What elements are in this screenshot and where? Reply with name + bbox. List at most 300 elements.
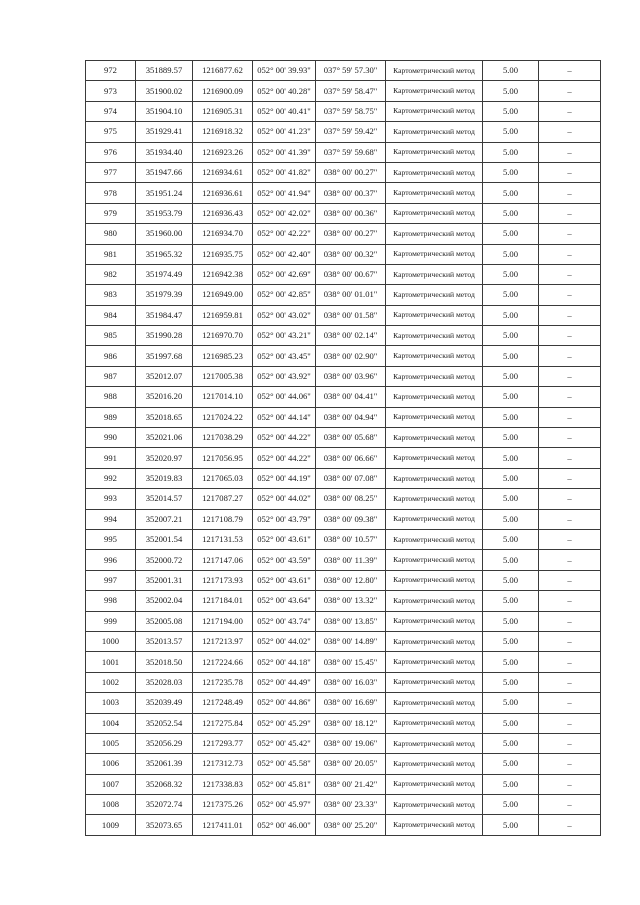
point-number-cell: 999 [86, 611, 136, 631]
longitude-cell: 037° 59' 59.68" [316, 142, 386, 162]
note-cell: – [539, 81, 601, 101]
latitude-cell: 052° 00' 41.23" [253, 122, 316, 142]
table-row [86, 529, 601, 549]
latitude-cell: 052° 00' 44.14" [253, 407, 316, 427]
method-cell: Картометрический метод [386, 591, 483, 611]
point-number-cell: 1000 [86, 631, 136, 651]
note-cell: – [539, 509, 601, 529]
point-number-cell: 1008 [86, 795, 136, 815]
y-coordinate-cell: 1216985.23 [193, 346, 253, 366]
table-row [86, 815, 601, 835]
latitude-cell: 052° 00' 42.69" [253, 264, 316, 284]
accuracy-cell: 5.00 [483, 448, 539, 468]
point-number-cell: 1001 [86, 652, 136, 672]
y-coordinate-cell: 1217065.03 [193, 468, 253, 488]
accuracy-cell: 5.00 [483, 366, 539, 386]
accuracy-cell: 5.00 [483, 591, 539, 611]
longitude-cell: 038° 00' 07.08" [316, 468, 386, 488]
point-number-cell: 983 [86, 285, 136, 305]
accuracy-cell: 5.00 [483, 672, 539, 692]
y-coordinate-cell: 1217173.93 [193, 570, 253, 590]
method-cell: Картометрический метод [386, 570, 483, 590]
x-coordinate-cell: 352001.54 [136, 529, 193, 549]
y-coordinate-cell: 1216923.26 [193, 142, 253, 162]
y-coordinate-cell: 1216905.31 [193, 101, 253, 121]
accuracy-cell: 5.00 [483, 468, 539, 488]
longitude-cell: 038° 00' 04.94" [316, 407, 386, 427]
longitude-cell: 038° 00' 11.39" [316, 550, 386, 570]
table-row [86, 428, 601, 448]
method-cell: Картометрический метод [386, 407, 483, 427]
table-row [86, 366, 601, 386]
point-number-cell: 993 [86, 489, 136, 509]
x-coordinate-cell: 352072.74 [136, 795, 193, 815]
y-coordinate-cell: 1217056.95 [193, 448, 253, 468]
method-cell: Картометрический метод [386, 611, 483, 631]
longitude-cell: 038° 00' 02.90" [316, 346, 386, 366]
x-coordinate-cell: 352052.54 [136, 713, 193, 733]
table-row [86, 591, 601, 611]
note-cell: – [539, 550, 601, 570]
table-row [86, 142, 601, 162]
point-number-cell: 986 [86, 346, 136, 366]
accuracy-cell: 5.00 [483, 326, 539, 346]
table-row [86, 101, 601, 121]
longitude-cell: 038° 00' 18.12" [316, 713, 386, 733]
accuracy-cell: 5.00 [483, 183, 539, 203]
latitude-cell: 052° 00' 39.93" [253, 61, 316, 81]
x-coordinate-cell: 351997.68 [136, 346, 193, 366]
point-number-cell: 1006 [86, 754, 136, 774]
method-cell: Картометрический метод [386, 448, 483, 468]
latitude-cell: 052° 00' 44.22" [253, 428, 316, 448]
longitude-cell: 038° 00' 00.37" [316, 183, 386, 203]
latitude-cell: 052° 00' 43.61" [253, 529, 316, 549]
latitude-cell: 052° 00' 41.94" [253, 183, 316, 203]
y-coordinate-cell: 1217213.97 [193, 631, 253, 651]
x-coordinate-cell: 351929.41 [136, 122, 193, 142]
method-cell: Картометрический метод [386, 529, 483, 549]
accuracy-cell: 5.00 [483, 509, 539, 529]
y-coordinate-cell: 1217338.83 [193, 774, 253, 794]
table-row [86, 448, 601, 468]
note-cell: – [539, 733, 601, 753]
note-cell: – [539, 611, 601, 631]
point-number-cell: 1004 [86, 713, 136, 733]
table-row [86, 693, 601, 713]
y-coordinate-cell: 1217312.73 [193, 754, 253, 774]
method-cell: Картометрический метод [386, 224, 483, 244]
y-coordinate-cell: 1217194.00 [193, 611, 253, 631]
accuracy-cell: 5.00 [483, 733, 539, 753]
latitude-cell: 052° 00' 44.02" [253, 489, 316, 509]
longitude-cell: 038° 00' 03.96" [316, 366, 386, 386]
point-number-cell: 987 [86, 366, 136, 386]
table-row [86, 244, 601, 264]
longitude-cell: 037° 59' 59.42" [316, 122, 386, 142]
table-row [86, 162, 601, 182]
x-coordinate-cell: 352073.65 [136, 815, 193, 835]
longitude-cell: 038° 00' 15.45" [316, 652, 386, 672]
accuracy-cell: 5.00 [483, 162, 539, 182]
y-coordinate-cell: 1217184.01 [193, 591, 253, 611]
accuracy-cell: 5.00 [483, 631, 539, 651]
accuracy-cell: 5.00 [483, 387, 539, 407]
table-row [86, 203, 601, 223]
note-cell: – [539, 142, 601, 162]
x-coordinate-cell: 352018.50 [136, 652, 193, 672]
point-number-cell: 984 [86, 305, 136, 325]
y-coordinate-cell: 1217024.22 [193, 407, 253, 427]
method-cell: Картометрический метод [386, 244, 483, 264]
point-number-cell: 979 [86, 203, 136, 223]
note-cell: – [539, 326, 601, 346]
note-cell: – [539, 224, 601, 244]
note-cell: – [539, 366, 601, 386]
accuracy-cell: 5.00 [483, 407, 539, 427]
note-cell: – [539, 774, 601, 794]
y-coordinate-cell: 1216936.61 [193, 183, 253, 203]
accuracy-cell: 5.00 [483, 795, 539, 815]
y-coordinate-cell: 1217375.26 [193, 795, 253, 815]
latitude-cell: 052° 00' 43.79" [253, 509, 316, 529]
y-coordinate-cell: 1216934.70 [193, 224, 253, 244]
x-coordinate-cell: 352012.07 [136, 366, 193, 386]
note-cell: – [539, 407, 601, 427]
y-coordinate-cell: 1217038.29 [193, 428, 253, 448]
point-number-cell: 1002 [86, 672, 136, 692]
y-coordinate-cell: 1217005.38 [193, 366, 253, 386]
accuracy-cell: 5.00 [483, 101, 539, 121]
accuracy-cell: 5.00 [483, 244, 539, 264]
note-cell: – [539, 183, 601, 203]
note-cell: – [539, 61, 601, 81]
y-coordinate-cell: 1217108.79 [193, 509, 253, 529]
accuracy-cell: 5.00 [483, 570, 539, 590]
latitude-cell: 052° 00' 44.49" [253, 672, 316, 692]
method-cell: Картометрический метод [386, 509, 483, 529]
point-number-cell: 981 [86, 244, 136, 264]
accuracy-cell: 5.00 [483, 489, 539, 509]
method-cell: Картометрический метод [386, 774, 483, 794]
longitude-cell: 038° 00' 09.38" [316, 509, 386, 529]
method-cell: Картометрический метод [386, 366, 483, 386]
note-cell: – [539, 203, 601, 223]
x-coordinate-cell: 352019.83 [136, 468, 193, 488]
point-number-cell: 997 [86, 570, 136, 590]
longitude-cell: 038° 00' 00.27" [316, 224, 386, 244]
accuracy-cell: 5.00 [483, 346, 539, 366]
method-cell: Картометрический метод [386, 795, 483, 815]
table-row [86, 489, 601, 509]
table-row [86, 61, 601, 81]
longitude-cell: 038° 00' 00.36" [316, 203, 386, 223]
x-coordinate-cell: 352005.08 [136, 611, 193, 631]
x-coordinate-cell: 352007.21 [136, 509, 193, 529]
latitude-cell: 052° 00' 44.22" [253, 448, 316, 468]
x-coordinate-cell: 352021.06 [136, 428, 193, 448]
note-cell: – [539, 387, 601, 407]
longitude-cell: 038° 00' 00.32" [316, 244, 386, 264]
table-row [86, 713, 601, 733]
accuracy-cell: 5.00 [483, 203, 539, 223]
note-cell: – [539, 448, 601, 468]
note-cell: – [539, 122, 601, 142]
method-cell: Картометрический метод [386, 305, 483, 325]
x-coordinate-cell: 351934.40 [136, 142, 193, 162]
longitude-cell: 037° 59' 58.47" [316, 81, 386, 101]
latitude-cell: 052° 00' 45.29" [253, 713, 316, 733]
accuracy-cell: 5.00 [483, 81, 539, 101]
point-number-cell: 989 [86, 407, 136, 427]
point-number-cell: 978 [86, 183, 136, 203]
point-number-cell: 980 [86, 224, 136, 244]
accuracy-cell: 5.00 [483, 529, 539, 549]
table-row [86, 570, 601, 590]
x-coordinate-cell: 352020.97 [136, 448, 193, 468]
latitude-cell: 052° 00' 43.64" [253, 591, 316, 611]
accuracy-cell: 5.00 [483, 693, 539, 713]
table-row [86, 672, 601, 692]
y-coordinate-cell: 1217235.78 [193, 672, 253, 692]
latitude-cell: 052° 00' 42.40" [253, 244, 316, 264]
table-row [86, 346, 601, 366]
point-number-cell: 994 [86, 509, 136, 529]
method-cell: Картометрический метод [386, 285, 483, 305]
note-cell: – [539, 713, 601, 733]
note-cell: – [539, 693, 601, 713]
latitude-cell: 052° 00' 44.02" [253, 631, 316, 651]
longitude-cell: 037° 59' 58.75" [316, 101, 386, 121]
y-coordinate-cell: 1216900.09 [193, 81, 253, 101]
y-coordinate-cell: 1217131.53 [193, 529, 253, 549]
point-number-cell: 1003 [86, 693, 136, 713]
x-coordinate-cell: 352018.65 [136, 407, 193, 427]
latitude-cell: 052° 00' 43.74" [253, 611, 316, 631]
y-coordinate-cell: 1216970.70 [193, 326, 253, 346]
accuracy-cell: 5.00 [483, 428, 539, 448]
y-coordinate-cell: 1217293.77 [193, 733, 253, 753]
latitude-cell: 052° 00' 42.22" [253, 224, 316, 244]
x-coordinate-cell: 352000.72 [136, 550, 193, 570]
longitude-cell: 037° 59' 57.30" [316, 61, 386, 81]
note-cell: – [539, 652, 601, 672]
accuracy-cell: 5.00 [483, 224, 539, 244]
latitude-cell: 052° 00' 41.82" [253, 162, 316, 182]
table-row [86, 611, 601, 631]
table-row [86, 795, 601, 815]
point-number-cell: 1007 [86, 774, 136, 794]
longitude-cell: 038° 00' 16.69" [316, 693, 386, 713]
x-coordinate-cell: 351951.24 [136, 183, 193, 203]
point-number-cell: 988 [86, 387, 136, 407]
x-coordinate-cell: 351947.66 [136, 162, 193, 182]
accuracy-cell: 5.00 [483, 774, 539, 794]
x-coordinate-cell: 352068.32 [136, 774, 193, 794]
y-coordinate-cell: 1216959.81 [193, 305, 253, 325]
y-coordinate-cell: 1216935.75 [193, 244, 253, 264]
x-coordinate-cell: 351974.49 [136, 264, 193, 284]
note-cell: – [539, 468, 601, 488]
latitude-cell: 052° 00' 42.02" [253, 203, 316, 223]
point-number-cell: 995 [86, 529, 136, 549]
x-coordinate-cell: 352061.39 [136, 754, 193, 774]
accuracy-cell: 5.00 [483, 285, 539, 305]
latitude-cell: 052° 00' 43.02" [253, 305, 316, 325]
y-coordinate-cell: 1216877.62 [193, 61, 253, 81]
table-row [86, 326, 601, 346]
note-cell: – [539, 754, 601, 774]
method-cell: Картометрический метод [386, 428, 483, 448]
method-cell: Картометрический метод [386, 264, 483, 284]
point-number-cell: 996 [86, 550, 136, 570]
table-row [86, 733, 601, 753]
point-number-cell: 976 [86, 142, 136, 162]
table-row [86, 285, 601, 305]
longitude-cell: 038° 00' 04.41" [316, 387, 386, 407]
method-cell: Картометрический метод [386, 489, 483, 509]
method-cell: Картометрический метод [386, 122, 483, 142]
longitude-cell: 038° 00' 05.68" [316, 428, 386, 448]
x-coordinate-cell: 352028.03 [136, 672, 193, 692]
accuracy-cell: 5.00 [483, 122, 539, 142]
y-coordinate-cell: 1216949.00 [193, 285, 253, 305]
table-body [86, 61, 601, 836]
x-coordinate-cell: 352016.20 [136, 387, 193, 407]
note-cell: – [539, 529, 601, 549]
x-coordinate-cell: 351965.32 [136, 244, 193, 264]
point-number-cell: 998 [86, 591, 136, 611]
table-row [86, 631, 601, 651]
y-coordinate-cell: 1217248.49 [193, 693, 253, 713]
latitude-cell: 052° 00' 46.00" [253, 815, 316, 835]
y-coordinate-cell: 1216934.61 [193, 162, 253, 182]
table-row [86, 774, 601, 794]
method-cell: Картометрический метод [386, 550, 483, 570]
accuracy-cell: 5.00 [483, 713, 539, 733]
y-coordinate-cell: 1216936.43 [193, 203, 253, 223]
x-coordinate-cell: 351984.47 [136, 305, 193, 325]
latitude-cell: 052° 00' 43.92" [253, 366, 316, 386]
table-row [86, 305, 601, 325]
method-cell: Картометрический метод [386, 815, 483, 835]
latitude-cell: 052° 00' 45.58" [253, 754, 316, 774]
longitude-cell: 038° 00' 01.01" [316, 285, 386, 305]
x-coordinate-cell: 352001.31 [136, 570, 193, 590]
table-row [86, 81, 601, 101]
table-row [86, 468, 601, 488]
latitude-cell: 052° 00' 43.59" [253, 550, 316, 570]
note-cell: – [539, 570, 601, 590]
method-cell: Картометрический метод [386, 631, 483, 651]
note-cell: – [539, 672, 601, 692]
x-coordinate-cell: 351979.39 [136, 285, 193, 305]
method-cell: Картометрический метод [386, 81, 483, 101]
x-coordinate-cell: 352039.49 [136, 693, 193, 713]
accuracy-cell: 5.00 [483, 305, 539, 325]
latitude-cell: 052° 00' 43.61" [253, 570, 316, 590]
longitude-cell: 038° 00' 00.27" [316, 162, 386, 182]
accuracy-cell: 5.00 [483, 550, 539, 570]
longitude-cell: 038° 00' 14.89" [316, 631, 386, 651]
longitude-cell: 038° 00' 25.20" [316, 815, 386, 835]
accuracy-cell: 5.00 [483, 61, 539, 81]
latitude-cell: 052° 00' 44.19" [253, 468, 316, 488]
latitude-cell: 052° 00' 44.06" [253, 387, 316, 407]
note-cell: – [539, 346, 601, 366]
y-coordinate-cell: 1217224.66 [193, 652, 253, 672]
longitude-cell: 038° 00' 23.33" [316, 795, 386, 815]
method-cell: Картометрический метод [386, 468, 483, 488]
point-number-cell: 972 [86, 61, 136, 81]
method-cell: Картометрический метод [386, 61, 483, 81]
point-number-cell: 982 [86, 264, 136, 284]
longitude-cell: 038° 00' 21.42" [316, 774, 386, 794]
longitude-cell: 038° 00' 02.14" [316, 326, 386, 346]
method-cell: Картометрический метод [386, 754, 483, 774]
method-cell: Картометрический метод [386, 183, 483, 203]
table-row [86, 652, 601, 672]
table-row [86, 550, 601, 570]
note-cell: – [539, 101, 601, 121]
coordinates-table [85, 60, 601, 836]
table-row [86, 407, 601, 427]
x-coordinate-cell: 352013.57 [136, 631, 193, 651]
note-cell: – [539, 285, 601, 305]
longitude-cell: 038° 00' 08.25" [316, 489, 386, 509]
point-number-cell: 974 [86, 101, 136, 121]
accuracy-cell: 5.00 [483, 754, 539, 774]
x-coordinate-cell: 352002.04 [136, 591, 193, 611]
note-cell: – [539, 489, 601, 509]
method-cell: Картометрический метод [386, 693, 483, 713]
table-row [86, 224, 601, 244]
method-cell: Картометрический метод [386, 101, 483, 121]
method-cell: Картометрический метод [386, 733, 483, 753]
longitude-cell: 038° 00' 19.06" [316, 733, 386, 753]
table-row [86, 509, 601, 529]
method-cell: Картометрический метод [386, 672, 483, 692]
y-coordinate-cell: 1216918.32 [193, 122, 253, 142]
latitude-cell: 052° 00' 45.81" [253, 774, 316, 794]
y-coordinate-cell: 1217087.27 [193, 489, 253, 509]
method-cell: Картометрический метод [386, 387, 483, 407]
latitude-cell: 052° 00' 43.21" [253, 326, 316, 346]
accuracy-cell: 5.00 [483, 264, 539, 284]
accuracy-cell: 5.00 [483, 815, 539, 835]
table-row [86, 264, 601, 284]
point-number-cell: 991 [86, 448, 136, 468]
point-number-cell: 992 [86, 468, 136, 488]
longitude-cell: 038° 00' 01.58" [316, 305, 386, 325]
x-coordinate-cell: 352056.29 [136, 733, 193, 753]
note-cell: – [539, 162, 601, 182]
note-cell: – [539, 305, 601, 325]
y-coordinate-cell: 1216942.38 [193, 264, 253, 284]
latitude-cell: 052° 00' 40.41" [253, 101, 316, 121]
method-cell: Картометрический метод [386, 652, 483, 672]
point-number-cell: 975 [86, 122, 136, 142]
latitude-cell: 052° 00' 41.39" [253, 142, 316, 162]
x-coordinate-cell: 351960.00 [136, 224, 193, 244]
method-cell: Картометрический метод [386, 713, 483, 733]
note-cell: – [539, 264, 601, 284]
table-row [86, 122, 601, 142]
accuracy-cell: 5.00 [483, 142, 539, 162]
x-coordinate-cell: 352014.57 [136, 489, 193, 509]
longitude-cell: 038° 00' 16.03" [316, 672, 386, 692]
table-row [86, 387, 601, 407]
